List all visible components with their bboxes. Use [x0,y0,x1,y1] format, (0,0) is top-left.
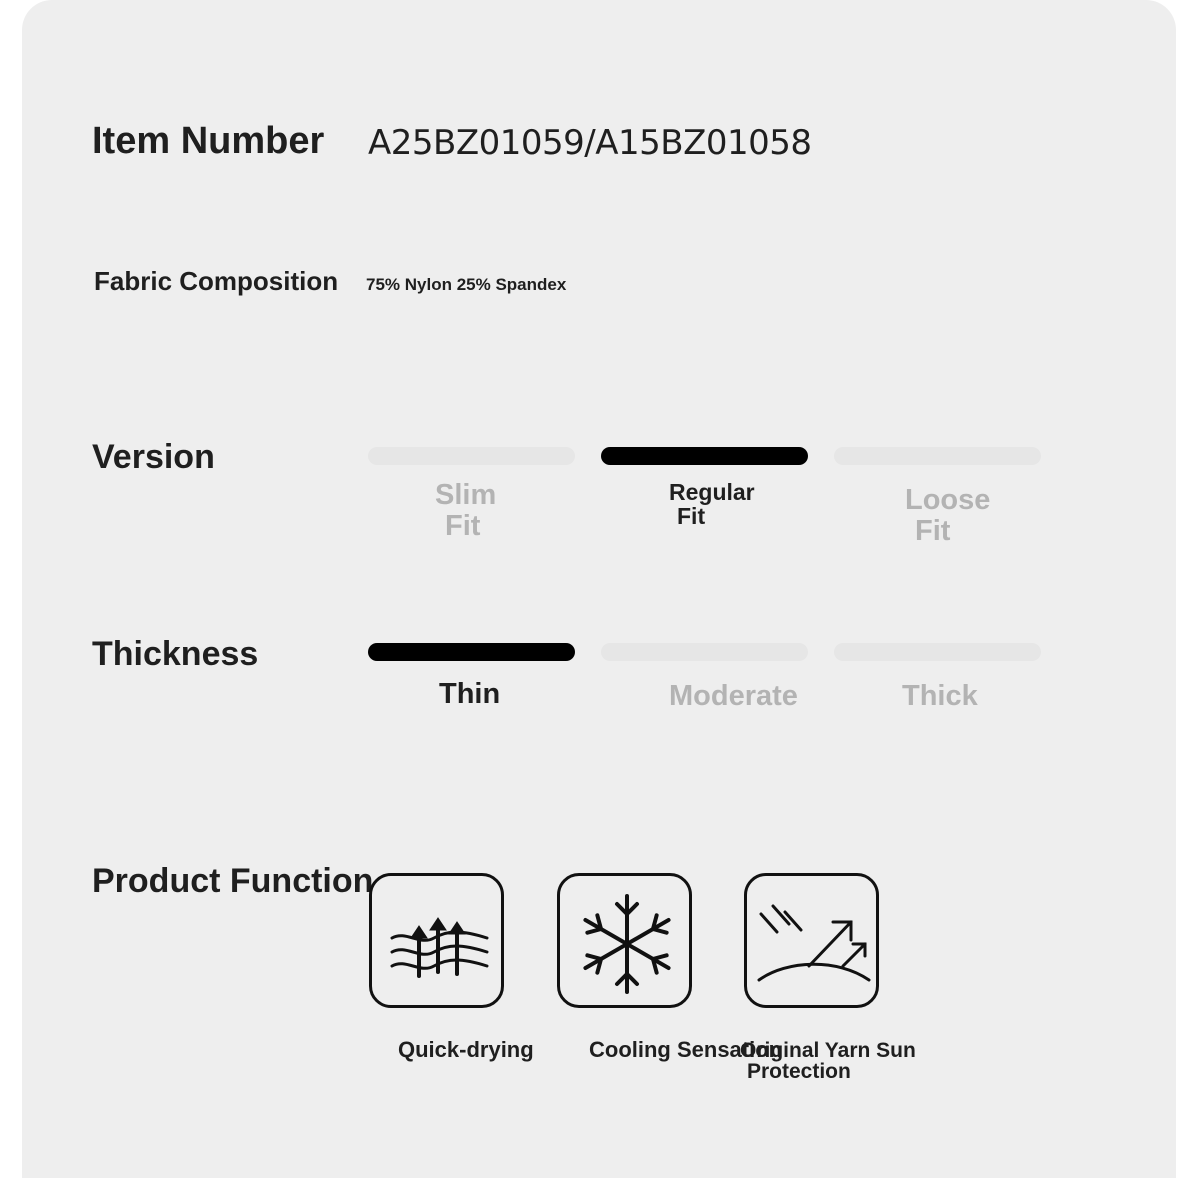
version-option-slim-line2: Fit [445,510,481,542]
version-option-regular-line2: Fit [677,503,706,529]
function-label-sun-protection [740,1040,916,1082]
thickness-bar-thick [834,643,1041,661]
product-function-label: Product Function [92,862,374,900]
thickness-option-thick: Thick [902,680,978,712]
version-option-regular [669,481,755,528]
thickness-option-thin: Thin [439,678,501,710]
version-option-loose [905,486,990,546]
cooling-sensation-icon-box [557,873,692,1008]
fabric-composition-label: Fabric Composition [94,266,339,296]
snowflake-icon [560,876,695,1011]
item-number-value: A25BZ01059/A15BZ01058 [368,123,812,163]
quick-drying-icon-box [369,873,504,1008]
version-bar-regular [601,447,808,465]
version-bar-slim [368,447,575,465]
thickness-option-moderate: Moderate [669,680,798,712]
thickness-bar-moderate [601,643,808,661]
version-bar-loose [834,447,1041,465]
version-option-loose-line2: Fit [915,515,951,547]
version-option-loose-line1: Loose [905,484,991,516]
thickness-label: Thickness [92,635,259,673]
sun-protection-icon-box [744,873,879,1008]
function-label-quick-drying: Quick-drying [398,1037,534,1062]
item-number-label: Item Number [92,120,325,162]
version-option-slim-line1: Slim [435,479,497,511]
thickness-bar-thin [368,643,575,661]
quick-drying-icon [372,876,507,1011]
function-label-cooling-sensation: Cooling Sensation [589,1037,783,1062]
version-label: Version [92,438,215,476]
version-option-regular-line1: Regular [669,479,755,505]
function-label-sun-protection-line2: Protection [747,1060,851,1083]
sun-protection-icon [747,876,882,1011]
fabric-composition-value: 75% Nylon 25% Spandex [366,275,567,294]
version-option-slim [435,481,496,541]
function-label-sun-protection-line1: Original Yarn Sun [740,1039,916,1062]
